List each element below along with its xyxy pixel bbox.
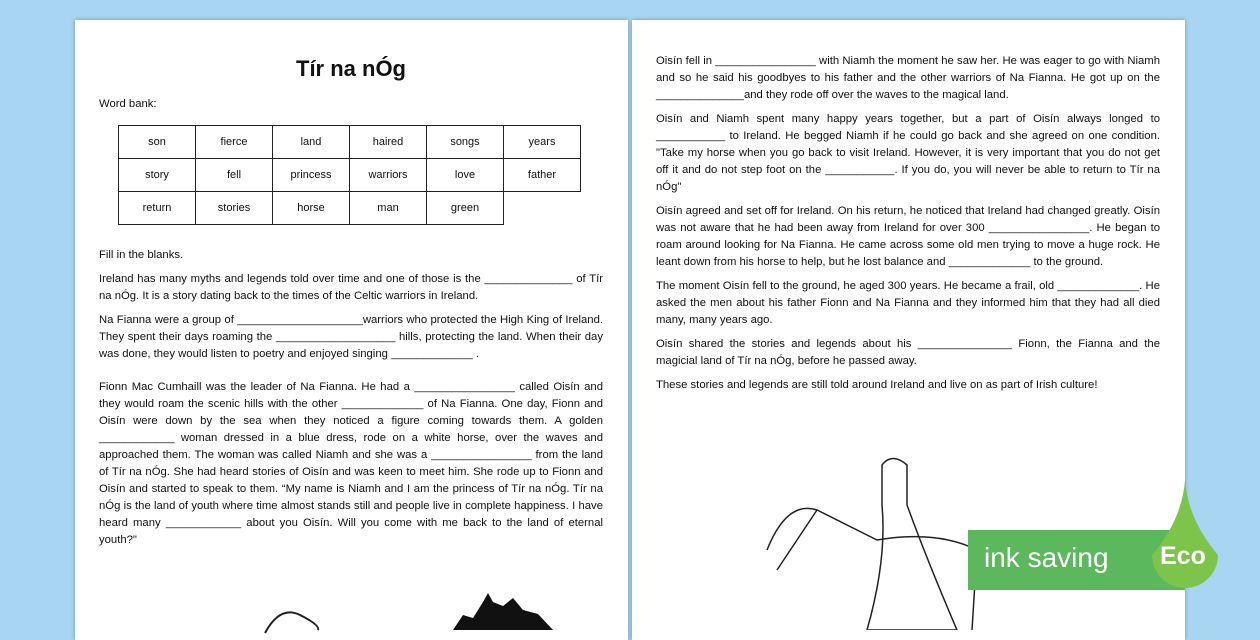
worksheet-page-1 [75,20,628,640]
word-bank-row [119,159,581,192]
paragraph: The moment Oisín fell to the ground, he aged 300 years. He became a frail, old _____________. He asked the men about his father Fionn and Na Fianna and they informed him that they had all died many, many years ago. [656,280,1160,326]
word-bank-word: father [504,159,581,192]
word-bank-word: love [427,159,504,192]
word-bank-word: fierce [196,126,273,159]
eco-label: Eco [1160,542,1206,570]
paragraph: Ireland has many myths and legends told over time and one of those is the ______________ of Tír na nÓg. It is a story dating back to the times of the Celtic warriors in Ireland. [99,273,603,302]
castle-silhouette-illustration [453,590,553,630]
paragraph: Oisín agreed and set off for Ireland. On his return, he noticed that Ireland had changed greatly. Oisín was not aware that he had been away from Ireland for over 300 ________________. He began to roam around looking for Na Fianna. He came across some old men trying to move a huge rock. He leant down from his horse to help, but he lost balance and _____________ to the ground. [656,205,1160,268]
paragraph: Na Fianna were a group of ____________________warriors who protected the High King of Ireland. They spent their days roaming the ___________________ hills, protecting the land. When their day was done, they would listen to poetry and enjoyed singing _____________ . [99,314,603,360]
word-bank-word: years [504,126,581,159]
word-bank-word: son [119,126,196,159]
word-bank-word: fell [196,159,273,192]
word-bank-word: story [119,159,196,192]
word-bank-word: green [427,192,504,225]
niamh-on-horse-illustration [757,450,987,630]
horse-rider-illustration [260,595,320,635]
page-2-content [656,53,1160,401]
word-bank-word: return [119,192,196,225]
word-bank-row [119,126,581,159]
paragraph: These stories and legends are still told around Ireland and live on as part of Irish culture! [656,379,1098,391]
page-title: Tír na nÓg [296,56,406,81]
ink-saving-label: ink saving [984,542,1109,573]
word-bank-word: stories [196,192,273,225]
word-bank-word: horse [273,192,350,225]
word-bank-word: warriors [350,159,427,192]
eco-drop-icon [1148,480,1222,605]
instructions: Fill in the blanks. [99,249,184,261]
word-bank-label: Word bank: [99,98,157,110]
paragraph: Oisín and Niamh spent many happy years together, but a part of Oisín always longed to ___________ to Ireland. He begged Niamh if he could go back and she agreed on one condition. "Take my horse when you go back to visit Ireland. However, it is very important that you do not get off it and do not step foot on the ___________. If you do, you will never be able to return to Tír na nÓg" [656,113,1160,193]
word-bank-row [119,192,581,225]
word-bank-word: man [350,192,427,225]
paragraph: Oisín shared the stories and legends about his _______________ Fionn, the Fianna and the magicial land of Tír na nÓg, before he passed away. [656,338,1160,367]
word-bank-table [118,125,581,225]
word-bank-word: songs [427,126,504,159]
empty-cell [504,192,581,225]
word-bank-word: haired [350,126,427,159]
word-bank-word: princess [273,159,350,192]
paragraph: Oisín fell in ________________ with Niamh the moment he saw her. He was eager to go with Niamh and so he said his goodbyes to his father and the other warriors of Na Fianna. He got up on the ______________and they rode off over the waves to the magical land. [656,55,1160,101]
word-bank-word: land [273,126,350,159]
paragraph: Fionn Mac Cumhaill was the leader of Na Fianna. He had a ________________ called Oisín and they would roam the scenic hills with the other _____________ of Na Fianna. One day, Fionn and Oisín were down by the sea when they noticed a figure coming towards them. A golden ____________ woman dressed in a blue dress, rode on a white horse, over the waves and approached them. The woman was called Niamh and she was a ________________ from the land of Tír na nÓg. She had heard stories of Oisín and was keen to meet him. She rode up to Fionn and Oisín and started to speak to them. “My name is Niamh and I am the princess of Tír na nÓg. Tír na nÓg is the land of youth where time almost stands still and people live in complete happiness. I have heard many ____________ about you Oisín. Will you come with me back to the land of eternal youth?" [99,381,603,546]
page-1-content [99,56,603,556]
